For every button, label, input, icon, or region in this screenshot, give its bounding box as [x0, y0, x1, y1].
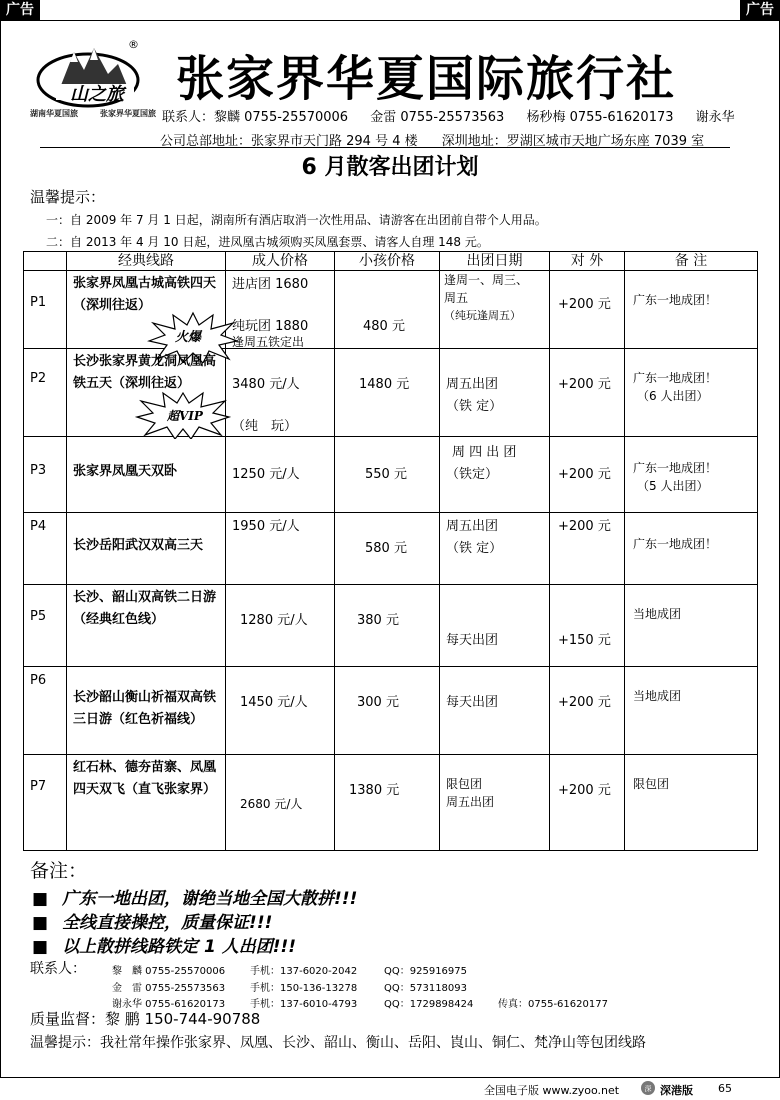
- col-header-line: 经典线路: [67, 252, 226, 271]
- row-id: P1: [24, 271, 67, 349]
- hot-badge: 火爆: [175, 330, 202, 345]
- col-header-id: [24, 252, 67, 271]
- table-row: [24, 755, 758, 851]
- vip-badge: 超VIP: [167, 409, 203, 423]
- bullet-square-icon: ■: [32, 889, 49, 909]
- col-header-external: 对 外: [550, 252, 625, 271]
- table-row: [24, 585, 758, 667]
- departure-date: 周五出团 （铁 定）: [440, 513, 550, 585]
- col-header-date: 出团日期: [440, 252, 550, 271]
- table-row: [24, 667, 758, 755]
- adult-price: 1250 元/人: [226, 437, 335, 513]
- external-price: +200 元: [550, 437, 625, 513]
- col-header-child: 小孩价格: [335, 252, 440, 271]
- row-id: P3: [24, 437, 67, 513]
- adult-price: 进店团 1680 纯玩团 1880 逢周五铁定出: [226, 271, 335, 349]
- child-price: 550 元: [335, 437, 440, 513]
- contacts-label: 联系人：: [30, 961, 86, 977]
- child-price: 1480 元: [335, 349, 440, 437]
- sz-address: 深圳地址：罗湖区城市天地广场东座 7039 室: [441, 134, 705, 149]
- plan-title: 6 月散客出团计划: [301, 155, 479, 180]
- route-name: 张家界凤凰古城高铁四天（深圳往返） 火爆: [67, 271, 226, 349]
- quality-supervisor: 质量监督：黎 鹏 150-744-90788: [30, 1010, 261, 1028]
- logo-caption-right: 张家界华夏国旅: [100, 109, 156, 118]
- departure-date: 每天出团: [440, 585, 550, 667]
- table-row: [24, 349, 758, 437]
- bullet-square-icon: ■: [32, 913, 49, 933]
- company-name: 张家界华夏国际旅行社: [176, 51, 677, 107]
- footer-badge-icon: [640, 1080, 656, 1099]
- header-contact: 金雷 0755-25573563: [370, 110, 505, 125]
- row-id: P7: [24, 755, 67, 851]
- ad-label-left: 广告: [0, 0, 40, 20]
- hq-address: 公司总部地址：张家界市天门路 294 号 4 楼: [160, 134, 418, 149]
- footer-edition: 全国电子版 www.zyoo.net: [484, 1084, 620, 1097]
- schedule-table: [23, 251, 758, 851]
- warm-tip: 温馨提示：我社常年操作张家界、凤凰、长沙、韶山、衡山、岳阳、崀山、铜仁、梵净山等包团线路: [30, 1035, 646, 1051]
- departure-date: 周 四 出 团 （铁定）: [440, 437, 550, 513]
- external-price: +200 元: [550, 755, 625, 851]
- table-header-row: [24, 252, 758, 271]
- remark: 当地成团: [625, 585, 758, 667]
- external-price: +150 元: [550, 585, 625, 667]
- ad-label-right: 广告: [740, 0, 780, 20]
- header-contact: 联系人：黎麟 0755-25570006: [162, 110, 349, 125]
- remark: 广东一地成团！ （5 人出团）: [625, 437, 758, 513]
- tip-item: 一：自 2009 年 7 月 1 日起，湖南所有酒店取消一次性用品、请游客在出团前自带个人用品。: [46, 213, 547, 227]
- bullet-square-icon: ■: [32, 937, 49, 957]
- header-contacts: [162, 106, 753, 125]
- child-price: 1380 元: [335, 755, 440, 851]
- route-name: 张家界凤凰天双卧: [67, 437, 226, 513]
- header-contact: 谢永华: [695, 110, 735, 125]
- note-item: ■ 全线直接操控，质量保证!!!: [32, 913, 273, 933]
- row-id: P2: [24, 349, 67, 437]
- col-header-remark: 备 注: [625, 252, 758, 271]
- note-item: ■ 以上散拼线路铁定 1 人出团!!!: [32, 937, 296, 957]
- logo-caption-left: 湖南华夏国旅: [30, 109, 78, 118]
- remark: 广东一地成团！ （6 人出团）: [625, 349, 758, 437]
- adult-price: 1280 元/人: [226, 585, 335, 667]
- child-price: 300 元: [335, 667, 440, 755]
- adult-price: 1950 元/人: [226, 513, 335, 585]
- registered-mark: ®: [128, 38, 139, 51]
- adult-price: 3480 元/人 （纯 玩）: [226, 349, 335, 437]
- adult-price: 1450 元/人: [226, 667, 335, 755]
- departure-date: 限包团 周五出团: [440, 755, 550, 851]
- child-price: 580 元: [335, 513, 440, 585]
- remark: 当地成团: [625, 667, 758, 755]
- row-id: P6: [24, 667, 67, 755]
- tip-item: 二：自 2013 年 4 月 10 日起，进凤凰古城须购买凤凰套票、请客人自理 148 元。: [46, 235, 489, 249]
- external-price: +200 元: [550, 349, 625, 437]
- tips-title: 温馨提示：: [30, 188, 106, 206]
- row-id: P5: [24, 585, 67, 667]
- table-row: [24, 271, 758, 349]
- route-name: 长沙、韶山双高铁二日游（经典红色线）: [67, 585, 226, 667]
- adult-price: 2680 元/人: [226, 755, 335, 851]
- route-name: 长沙张家界黄龙洞凤凰高铁五天（深圳往返） 超VIP: [67, 349, 226, 437]
- table-row: [24, 513, 758, 585]
- departure-date: 每天出团: [440, 667, 550, 755]
- col-header-adult: 成人价格: [226, 252, 335, 271]
- notes-title: 备注：: [30, 860, 88, 882]
- route-name: 长沙岳阳武汉双高三天: [67, 513, 226, 585]
- row-id: P4: [24, 513, 67, 585]
- external-price: +200 元: [550, 667, 625, 755]
- remark: 限包团: [625, 755, 758, 851]
- external-price: +200 元: [550, 513, 625, 585]
- departure-date: 逢周一、周三、 周五 （纯玩逢周五）: [440, 271, 550, 349]
- departure-date: 周五出团 （铁 定）: [440, 349, 550, 437]
- route-name: 红石林、德夯苗寨、凤凰四天双飞（直飞张家界）: [67, 755, 226, 851]
- child-price: 380 元: [335, 585, 440, 667]
- svg-text:深: 深: [644, 1085, 652, 1093]
- page-number: 65: [718, 1082, 732, 1095]
- external-price: +200 元: [550, 271, 625, 349]
- note-item: ■ 广东一地出团，谢绝当地全国大散拼!!!: [32, 889, 358, 909]
- divider: [40, 147, 730, 148]
- logo-text: 山之旅: [70, 84, 124, 105]
- remark: 广东一地成团！: [625, 271, 758, 349]
- header-contact: 杨秒梅 0755-61620173: [526, 110, 674, 125]
- child-price: 480 元: [335, 271, 440, 349]
- remark: 广东一地成团！: [625, 513, 758, 585]
- table-row: [24, 437, 758, 513]
- route-name: 长沙韶山衡山祈福双高铁三日游（红色祈福线）: [67, 667, 226, 755]
- footer-section: 深港版: [660, 1084, 693, 1097]
